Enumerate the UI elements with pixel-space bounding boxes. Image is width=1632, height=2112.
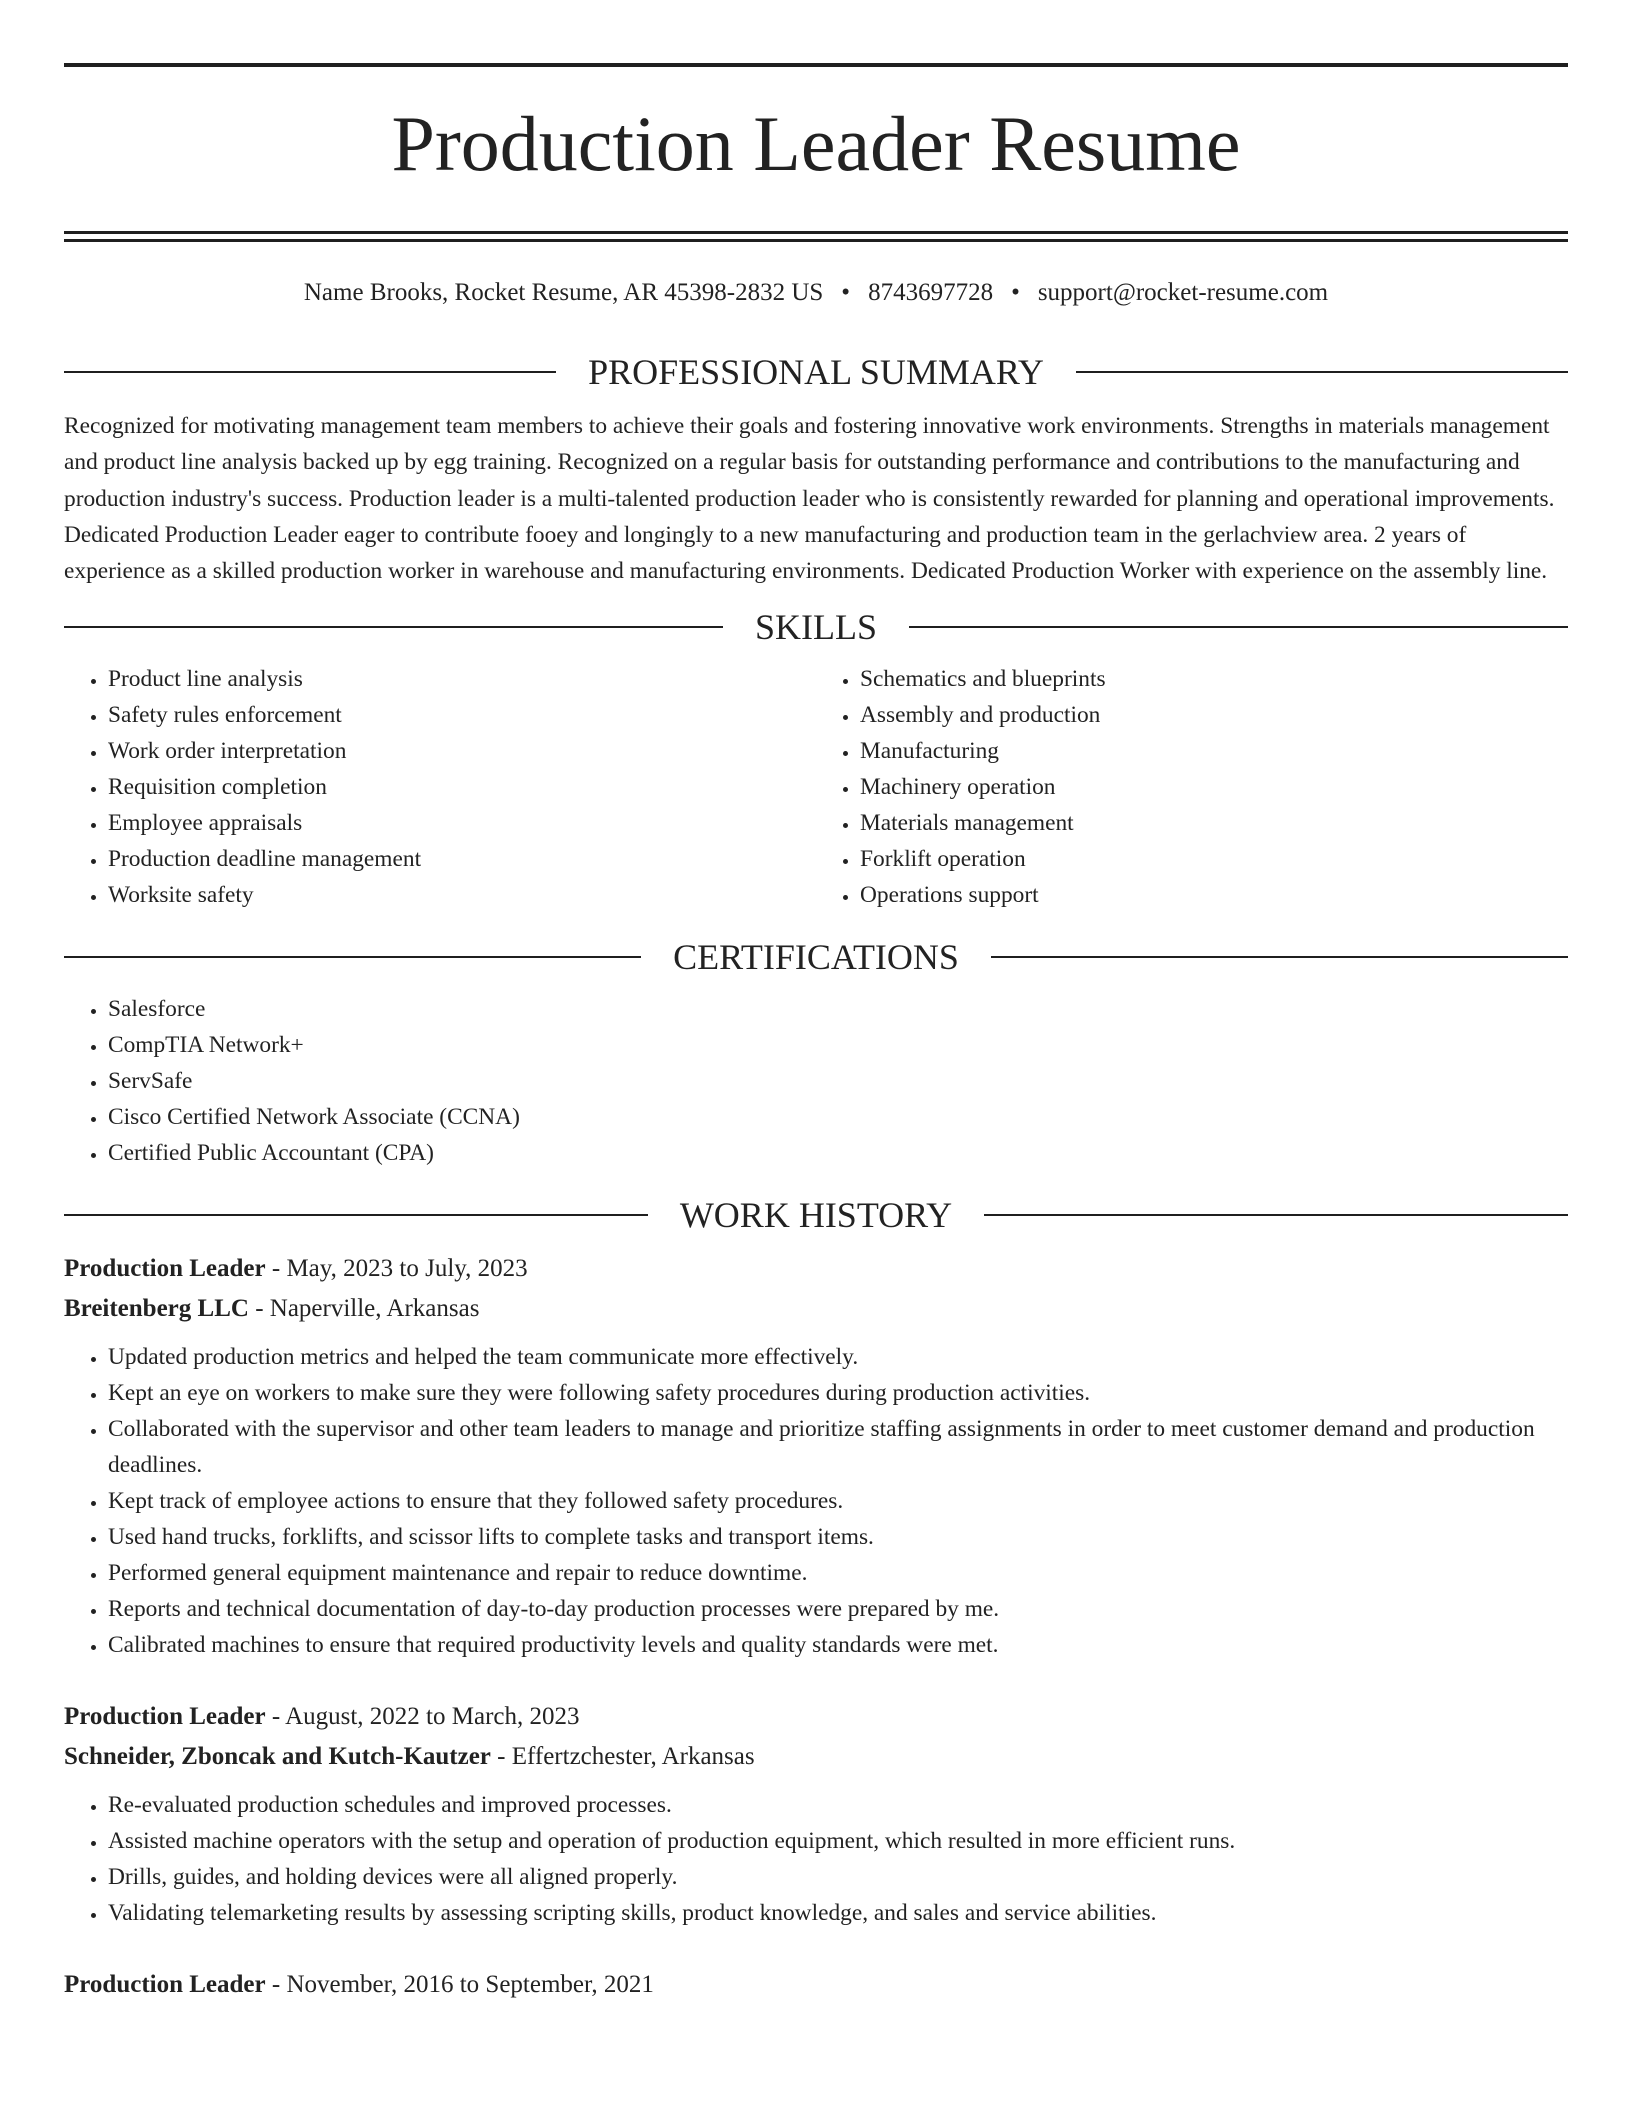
skills-heading — [64, 605, 1568, 649]
job-title-line — [64, 1965, 1568, 2005]
job-bullet: • Re-evaluated production schedules and improved processes. — [108, 1787, 1568, 1823]
company-name: Schneider, Zboncak and Kutch-Kautzer — [64, 1743, 491, 1771]
section-title: PROFESSIONAL SUMMARY — [588, 352, 1044, 392]
skill-item: • Production deadline management — [108, 841, 816, 877]
job-bullet: • Drills, guides, and holding devices were all aligned properly. — [108, 1859, 1568, 1895]
job-bullet: • Used hand trucks, forklifts, and scissor lifts to complete tasks and transport items. — [108, 1519, 1568, 1555]
skill-item: • Schematics and blueprints — [860, 661, 1568, 697]
job-bullet: • Collaborated with the supervisor and other team leaders to manage and prioritize staffing assignments in order to meet customer demand and production deadlines. — [108, 1411, 1568, 1483]
contact-separator: • — [1011, 279, 1020, 306]
job-bullets — [64, 1787, 1568, 1931]
skill-item: • Worksite safety — [108, 877, 816, 913]
company-line — [64, 1289, 1568, 1329]
skill-item: • Product line analysis — [108, 661, 816, 697]
job-dates: - May, 2023 to July, 2023 — [265, 1255, 528, 1283]
skill-item: • Requisition completion — [108, 769, 816, 805]
certification-item: • Certified Public Accountant (CPA) — [108, 1135, 1568, 1171]
skills-list-right — [816, 661, 1568, 913]
skill-item: • Manufacturing — [860, 733, 1568, 769]
company-line — [64, 1737, 1568, 1777]
job-title: Production Leader — [64, 1971, 266, 1999]
job-bullets — [64, 1339, 1568, 1663]
section-title: CERTIFICATIONS — [673, 937, 959, 978]
job-title: Production Leader — [64, 1703, 266, 1731]
skill-item: • Machinery operation — [860, 769, 1568, 805]
contact-email: support@rocket-resume.com — [1037, 279, 1329, 306]
job-bullet: • Calibrated machines to ensure that required productivity levels and quality standards were met. — [108, 1627, 1568, 1663]
section-title: SKILLS — [755, 607, 878, 648]
job-bullet: • Validating telemarketing results by assessing scripting skills, product knowledge, and sales and service abilities. — [108, 1895, 1568, 1931]
title-double-rule — [64, 231, 1568, 242]
skills-columns — [64, 661, 1568, 913]
resume-page — [64, 0, 1568, 2005]
resume-title: Production Leader Resume — [391, 100, 1241, 187]
top-rule — [64, 63, 1568, 67]
company-name: Breitenberg LLC — [64, 1295, 249, 1323]
certification-item: • Salesforce — [108, 991, 1568, 1027]
contact-phone: 8743697728 — [868, 279, 994, 306]
contact-separator: • — [841, 279, 851, 306]
skill-item: • Work order interpretation — [108, 733, 816, 769]
skill-item: • Forklift operation — [860, 841, 1568, 877]
summary-heading — [64, 350, 1568, 394]
job-title: Production Leader — [64, 1255, 266, 1283]
job-bullet: • Reports and technical documentation of day-to-day production processes were prepared by me. — [108, 1591, 1568, 1627]
job-dates: - November, 2016 to September, 2021 — [265, 1971, 654, 1999]
skill-item: • Safety rules enforcement — [108, 697, 816, 733]
skills-list-left — [64, 661, 816, 913]
certification-item: • ServSafe — [108, 1063, 1568, 1099]
certifications-heading — [64, 935, 1568, 979]
certifications-list — [64, 991, 1568, 1171]
contact-address: Name Brooks, Rocket Resume, AR 45398-2832 US — [303, 279, 824, 306]
job-dates: - August, 2022 to March, 2023 — [265, 1703, 580, 1731]
job-bullet: • Performed general equipment maintenance and repair to reduce downtime. — [108, 1555, 1568, 1591]
company-location: - Naperville, Arkansas — [248, 1295, 480, 1323]
job-entry — [64, 1249, 1568, 1663]
job-bullet: • Updated production metrics and helped the team communicate more effectively. — [108, 1339, 1568, 1375]
contact-line — [64, 276, 1568, 310]
certification-item: • CompTIA Network+ — [108, 1027, 1568, 1063]
skill-item: • Operations support — [860, 877, 1568, 913]
work-history-heading — [64, 1193, 1568, 1237]
job-bullet: • Kept track of employee actions to ensure that they followed safety procedures. — [108, 1483, 1568, 1519]
job-entry — [64, 1965, 1568, 2005]
summary-text: Recognized for motivating management team members to achieve their goals and fostering innovative work environments. Strengths in materials management and product line analysis backed up by egg training. Recognized on a regular basis for outstanding performance and contributions to the manufacturing and production industry's success. Production leader is a multi-talented production leader who is consistently rewarded for planning and operational improvements. Dedicated Production Leader eager to contribute fooey and longingly to a new manufacturing and production team in the gerlachview area. 2 years of experience as a skilled production worker in warehouse and manufacturing environments. Dedicated Production Worker with experience on the assembly line. — [64, 413, 1555, 585]
skill-item: • Materials management — [860, 805, 1568, 841]
section-title: WORK HISTORY — [679, 1195, 953, 1236]
certification-item: • Cisco Certified Network Associate (CCNA) — [108, 1099, 1568, 1135]
job-bullet: • Assisted machine operators with the setup and operation of production equipment, which resulted in more efficient runs. — [108, 1823, 1568, 1859]
job-title-line — [64, 1697, 1568, 1737]
job-bullet: • Kept an eye on workers to make sure they were following safety procedures during production activities. — [108, 1375, 1568, 1411]
company-location: - Effertzchester, Arkansas — [490, 1743, 755, 1771]
job-entry — [64, 1697, 1568, 1931]
skill-item: • Employee appraisals — [108, 805, 816, 841]
skill-item: • Assembly and production — [860, 697, 1568, 733]
job-title-line — [64, 1249, 1568, 1289]
